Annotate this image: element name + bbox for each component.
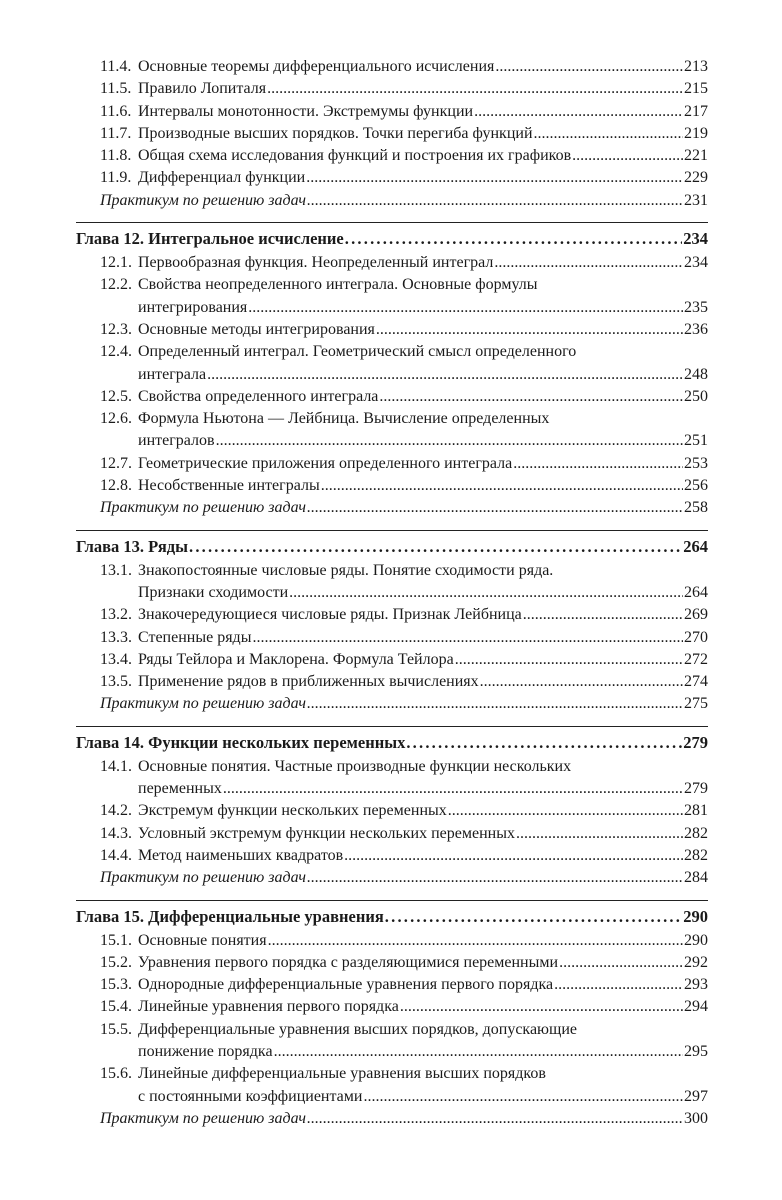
toc-entry [76,56,708,78]
section-number: 14.4. [100,846,132,864]
section-number: 13.3. [100,628,132,646]
chapter-title: Глава 13. Ряды [76,536,188,556]
toc-entry [76,145,708,167]
page-number: 235 [684,298,708,316]
page-number: 231 [684,191,708,209]
practicum-title: Практикум по решению задач [100,499,307,517]
dot-leader [559,952,683,974]
practicum-entry [76,867,708,889]
section-title: Свойства неопределенного интеграла. Основные формулы [138,276,538,294]
toc-entry-line [76,475,708,497]
toc-entry [76,1063,708,1108]
dot-leader [379,386,683,408]
toc-entry [76,996,708,1018]
page-number: 282 [684,846,708,864]
dot-leader [344,845,683,867]
page-number: 272 [684,650,708,668]
dot-leader [523,604,683,626]
section-title: Дифференциал функции [138,169,306,187]
chapter-page-number: 279 [683,732,708,752]
chapter-block [76,530,708,716]
page-number: 213 [684,58,708,75]
toc-entry-line [76,800,708,822]
chapter-page-number: 264 [683,536,708,556]
chapter-page-number: 234 [683,229,708,249]
dot-leader [252,627,683,649]
toc-entry [76,974,708,996]
page-number: 219 [684,124,708,142]
section-number: 11.5. [100,80,132,98]
dot-leader [474,101,683,123]
toc-entry-line [76,996,708,1018]
dot-leader [307,497,683,519]
practicum-title: Практикум по решению задач [100,695,307,713]
chapter-title: Глава 15. Дифференциальные уравнения [76,906,384,926]
section-number: 14.3. [100,824,132,842]
toc-entry-line [76,408,708,430]
chapter-block [76,222,708,520]
toc-entry-line [76,297,708,319]
practicum-entry [76,1108,708,1130]
dot-leader [516,823,683,845]
section-title: Свойства определенного интеграла [138,387,379,405]
toc-entry [76,627,708,649]
chapter-block [76,900,708,1131]
page-number: 217 [684,102,708,120]
section-title: Применение рядов в приближенных вычислениях [138,673,479,691]
toc-entry [76,408,708,453]
chapter-heading [76,904,708,930]
section-title: интегрирования [138,298,248,316]
page-number: 253 [684,454,708,472]
toc-entry [76,649,708,671]
section-title: Формула Ньютона — Лейбница. Вычисление определенных [138,410,550,428]
toc-entry-line [76,604,708,626]
toc-entry [76,101,708,123]
dot-leader [207,364,683,386]
dot-leader [306,167,683,189]
toc-entry-line [76,364,708,386]
section-number: 11.4. [100,58,132,75]
section-number: 13.5. [100,673,132,691]
dot-leader [534,123,683,145]
section-number: 11.8. [100,147,132,165]
toc-entry [76,560,708,605]
page-number: 295 [684,1042,708,1060]
toc-entry-line [76,341,708,363]
toc-entry [76,319,708,341]
section-number: 13.2. [100,606,132,624]
toc-entry-line [76,823,708,845]
toc-entry [76,123,708,145]
section-title: с постоянными коэффициентами [138,1087,363,1105]
dot-leader [216,430,683,452]
practicum-entry [76,497,708,519]
toc-entry [76,952,708,974]
chapter-page-number: 290 [683,906,708,926]
toc-entry [76,453,708,475]
section-title: Дифференциальные уравнения высших порядков, допускающие [138,1020,577,1038]
section-title: Производные высших порядков. Точки перегиба функций [138,124,533,142]
practicum-title: Практикум по решению задач [100,869,307,887]
toc-entry [76,475,708,497]
section-number: 14.2. [100,802,132,820]
toc-entry [76,756,708,801]
page-number: 274 [684,673,708,691]
section-number: 15.2. [100,953,132,971]
page-number: 294 [684,998,708,1016]
section-title: Линейные дифференциальные уравнения высших порядков [138,1065,546,1083]
section-number: 13.1. [100,561,132,579]
dot-leader [307,190,683,212]
section-number: 11.9. [100,169,132,187]
toc-entry-line [76,319,708,341]
section-title: интегралов [138,432,215,450]
toc-entry [76,604,708,626]
dot-leader [289,582,683,604]
toc-entry [76,386,708,408]
page-number: 284 [684,869,708,887]
section-title: Правило Лопиталя [138,80,267,98]
chapter-heading [76,226,708,252]
dot-leader [345,226,682,252]
toc-entry-line [76,756,708,778]
page-number: 256 [684,477,708,495]
section-title: Метод наименьших квадратов [138,846,344,864]
toc-entry-line [76,649,708,671]
dot-leader [480,671,683,693]
dot-leader [248,297,683,319]
dot-leader [267,78,683,100]
dot-leader [406,730,682,756]
section-title: Первообразная функция. Неопределенный интеграл [138,254,494,272]
dot-leader [572,145,683,167]
toc-entry-line [76,671,708,693]
toc-entry-line [76,430,708,452]
section-number: 15.1. [100,931,132,949]
page-number: 290 [684,931,708,949]
page-number: 275 [684,695,708,713]
chapter-title: Глава 14. Функции нескольких переменных [76,732,406,752]
page-number: 250 [684,387,708,405]
toc-entry-line [76,1019,708,1041]
dot-leader [494,252,683,274]
table-of-contents [76,56,708,1130]
toc-entry [76,252,708,274]
dot-leader [448,800,683,822]
section-title: Основные понятия. Частные производные функции нескольких [138,757,572,775]
section-number: 12.6. [100,410,132,428]
toc-entry-line [76,974,708,996]
dot-leader [307,867,683,889]
dot-leader [268,930,683,952]
page-number: 264 [684,583,708,601]
page-number: 282 [684,824,708,842]
section-title: Основные методы интегрирования [138,320,375,338]
toc-entry [76,341,708,386]
section-number: 15.6. [100,1065,132,1083]
practicum-entry [76,693,708,715]
toc-entry-line [76,582,708,604]
dot-leader [400,996,683,1018]
dot-leader [274,1041,683,1063]
toc-entry-line [76,1086,708,1108]
page-number: 281 [684,802,708,820]
page-number: 270 [684,628,708,646]
practicum-title: Практикум по решению задач [100,191,307,209]
section-title: Несобственные интегралы [138,477,320,495]
section-number: 12.7. [100,454,132,472]
page-number: 269 [684,606,708,624]
dot-leader [189,534,682,560]
page-number: 300 [684,1109,708,1127]
section-number: 11.7. [100,124,132,142]
section-number: 12.2. [100,276,132,294]
page-number: 251 [684,432,708,450]
section-title: Геометрические приложения определенного интеграла [138,454,513,472]
section-number: 13.4. [100,650,132,668]
section-number: 14.1. [100,757,132,775]
section-title: Уравнения первого порядка с разделяющимися переменными [138,953,559,971]
chapter-block [76,726,708,890]
section-title: понижение порядка [138,1042,273,1060]
toc-entry-line [76,1041,708,1063]
dot-leader [385,904,682,930]
page-number: 248 [684,365,708,383]
toc-entry [76,274,708,319]
section-number: 15.4. [100,998,132,1016]
toc-entry-line [76,560,708,582]
toc-entry [76,845,708,867]
toc-entry-line [76,386,708,408]
section-title: интеграла [138,365,207,383]
dot-leader [223,778,683,800]
toc-entry [76,671,708,693]
toc-entry-line [76,252,708,274]
dot-leader [495,56,683,78]
section-title: Линейные уравнения первого порядка [138,998,399,1016]
section-number: 12.5. [100,387,132,405]
section-title: Основные понятия [138,931,267,949]
section-number: 12.4. [100,343,132,361]
section-title: Основные теоремы дифференциального исчисления [138,58,495,75]
practicum-title: Практикум по решению задач [100,1109,307,1127]
toc-entry-line [76,453,708,475]
toc-entry [76,823,708,845]
section-title: Общая схема исследования функций и построения их графиков [138,147,572,165]
section-number: 12.8. [100,477,132,495]
page-number: 297 [684,1087,708,1105]
toc-entry [76,167,708,189]
page-number: 234 [684,254,708,272]
section-title: Степенные ряды [138,628,252,646]
toc-entry-line [76,845,708,867]
chapter-heading [76,534,708,560]
page-number: 292 [684,953,708,971]
section-title: Экстремум функции нескольких переменных [138,802,447,820]
section-number: 12.1. [100,254,132,272]
toc-entry-line [76,627,708,649]
chapter-heading [76,730,708,756]
toc-entry-line [76,930,708,952]
dot-leader [513,453,683,475]
page-number: 279 [684,780,708,798]
page-number: 215 [684,80,708,98]
section-title: Условный экстремум функции нескольких переменных [138,824,515,842]
dot-leader [307,693,683,715]
section-number: 15.5. [100,1020,132,1038]
dot-leader [321,475,683,497]
chapter-title: Глава 12. Интегральное исчисление [76,229,344,249]
section-title: Ряды Тейлора и Маклорена. Формула Тейлора [138,650,454,668]
toc-entry [76,930,708,952]
toc-entry [76,78,708,100]
section-title: Знакочередующиеся числовые ряды. Признак Лейбница [138,606,522,624]
page-number: 293 [684,976,708,994]
dot-leader [455,649,683,671]
toc-entry-line [76,952,708,974]
toc-entry [76,1019,708,1064]
toc-entry [76,800,708,822]
section-title: Признаки сходимости [138,583,289,601]
toc-entry-line [76,274,708,296]
section-title: Однородные дифференциальные уравнения первого порядка [138,976,554,994]
page-number: 221 [684,147,708,165]
practicum-entry [76,190,708,212]
toc-entry-line [76,778,708,800]
page-number: 236 [684,320,708,338]
section-title: переменных [138,780,222,798]
page-number: 258 [684,499,708,517]
section-number: 15.3. [100,976,132,994]
page-number: 229 [684,169,708,187]
dot-leader [554,974,683,996]
dot-leader [376,319,683,341]
section-number: 12.3. [100,320,132,338]
dot-leader [363,1086,683,1108]
section-title: Интервалы монотонности. Экстремумы функции [138,102,474,120]
section-title: Знакопостоянные числовые ряды. Понятие сходимости ряда. [138,561,554,579]
dot-leader [307,1108,683,1130]
toc-entry-line [76,1063,708,1085]
section-title: Определенный интеграл. Геометрический смысл определенного [138,343,577,361]
section-number: 11.6. [100,102,132,120]
